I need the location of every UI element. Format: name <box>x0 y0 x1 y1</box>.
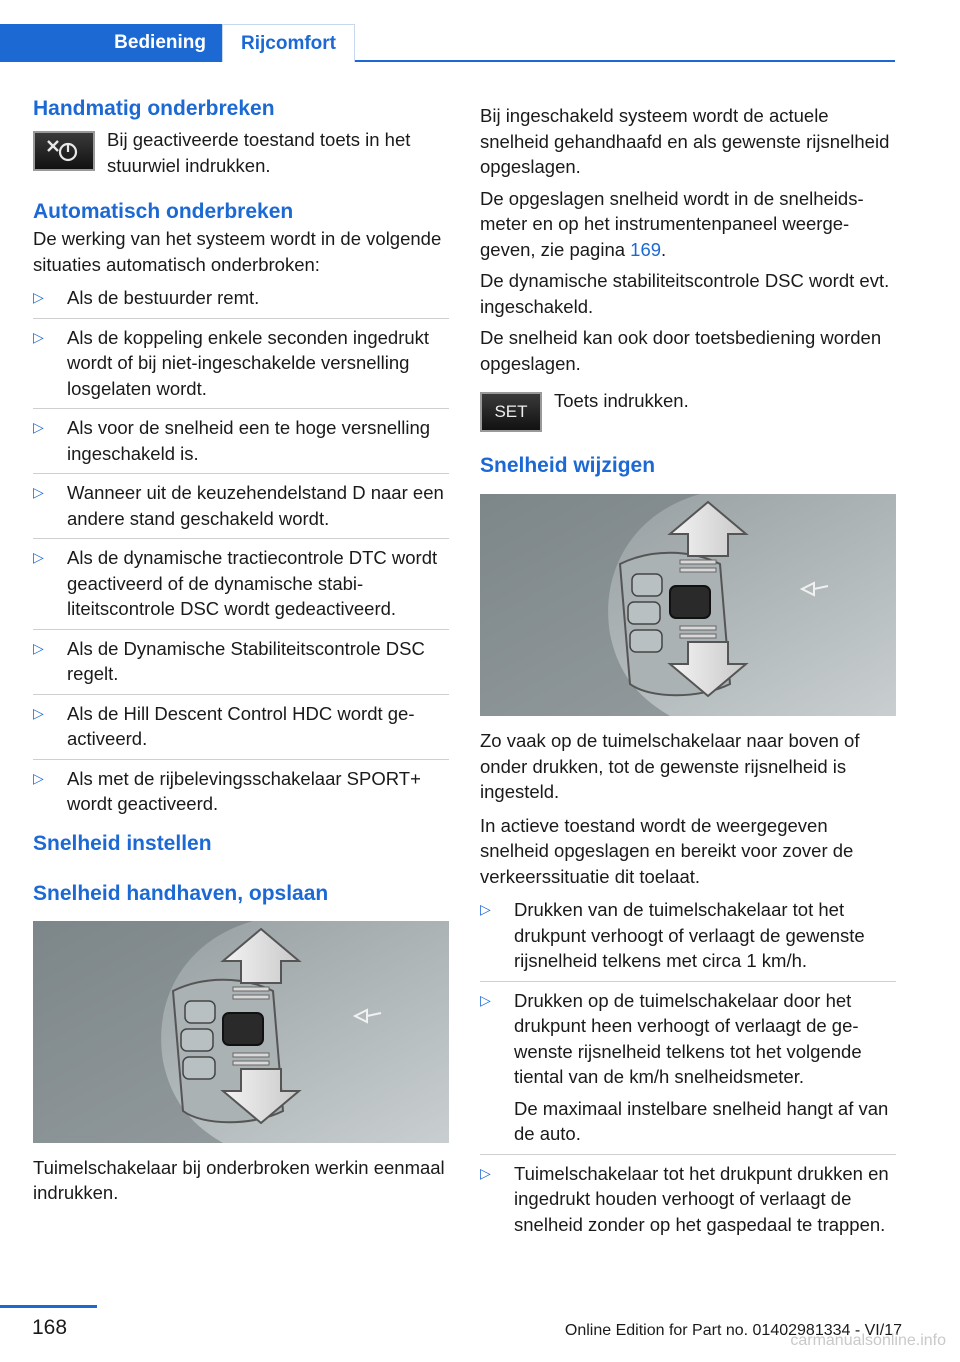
heading-snelheid-handhaven: Snelheid handhaven, opslaan <box>33 881 329 905</box>
heading-handmatig-onderbreken: Handmatig onderbreken <box>33 97 275 120</box>
auto-interrupt-list <box>33 285 449 824</box>
list-item: ▷ Als de koppeling enkele seconden ingedrukt wordt of bij niet-ingeschakelde versnelling losgelaten wordt. <box>33 325 449 410</box>
triangle-right-icon: ▷ <box>33 289 44 305</box>
list-item: ▷ Tuimelschakelaar tot het drukpunt drukken en ingedrukt houden verhoogt of verlaagt de snelheid zonder op het gaspedaal te trappen. <box>480 1162 889 1235</box>
triangle-right-icon: ▷ <box>480 901 491 917</box>
list-item: ▷ Drukken van de tuimelschakelaar tot het drukpunt verhoogt of verlaagt de gewenste rijsnelheid telkens met circa 1 km/h. <box>480 897 896 982</box>
right-paragraph-2: De opgeslagen snelheid wordt in de snelheidsmeter en op het instrumentenpaneel weergegeven, zie pagina 169. <box>480 187 864 260</box>
header-tabbar <box>0 24 895 62</box>
list-item: ▷ Als de bestuurder remt. <box>33 285 449 319</box>
watermark: carmanualsonline.info <box>790 1332 946 1349</box>
triangle-right-icon: ▷ <box>33 328 44 345</box>
triangle-right-icon: ▷ <box>33 549 44 565</box>
list-item: ▷ Als voor de snelheid een te hoge versnelling ingeschakeld is. <box>33 415 449 474</box>
photo-caption-left: Tuimelschakelaar bij onderbroken werkin eenmaal indrukken. <box>33 1156 445 1203</box>
tab-bediening[interactable]: Bediening <box>0 24 222 62</box>
triangle-right-icon: ▷ <box>480 1164 491 1181</box>
heading-snelheid-instellen: Snelheid instellen <box>33 831 212 855</box>
right-column <box>480 95 896 1250</box>
triangle-right-icon: ▷ <box>33 419 44 435</box>
set-instruction <box>480 388 896 432</box>
list-item: ▷ Drukken op de tuimelschakelaar door het drukpunt heen verhoogt of verlaagt de gewenste rijsnelheid telkens tot het volgende tiental van de km/h snelheidsmeter. De maximaal instelbare snelheid hangt af van de auto. <box>480 988 896 1155</box>
set-instruction-text: Toets indrukken. <box>554 390 689 411</box>
tab-rijcomfort[interactable]: Rijcomfort <box>222 24 355 62</box>
right-paragraph-1: Bij ingeschakeld systeem wordt de actuele snelheid gehandhaafd en als gewenste rijsnelheid opgeslagen. <box>480 105 890 177</box>
left-column <box>33 95 449 1206</box>
right-paragraph-3: De dynamische stabiliteitscontrole DSC wordt evt. ingeschakeld. <box>480 270 890 317</box>
right-paragraph-6: In actieve toestand wordt de weergegeven snelheid opgeslagen en bereikt voor zover de verkeerssituatie dit toelaat. <box>480 814 854 887</box>
steering-wheel-photo <box>33 921 449 1143</box>
list-item: ▷ Als de dynamische tractiecontrole DTC wordt geactiveerd of de dynamische stabiliteitscontrole DSC wordt gedeactiveerd. <box>33 545 449 630</box>
steering-interrupt-icon <box>33 131 95 171</box>
page-number: 168 <box>32 1316 68 1339</box>
list-item: ▷ Als de Dynamische Stabiliteitscontrole DSC regelt. <box>33 636 449 695</box>
set-button-icon: SET <box>480 392 542 432</box>
triangle-right-icon: ▷ <box>33 769 44 786</box>
manual-interrupt-text: Bij geactiveerde toestand toets in het stuurwiel indrukken. <box>107 129 411 176</box>
right-paragraph-5: Zo vaak op de tuimelschakelaar naar boven of onder drukken, tot de gewenste rijsnelheid is ingesteld. <box>480 730 860 802</box>
heading-automatisch-onderbreken: Automatisch onderbreken <box>33 200 294 223</box>
speed-change-list <box>480 897 896 1244</box>
triangle-right-icon: ▷ <box>33 639 44 656</box>
heading-snelheid-wijzigen: Snelheid wijzigen <box>480 454 656 477</box>
list-item-subtext: De maximaal instelbare snelheid hangt af van de auto. <box>514 1097 889 1144</box>
interrupt-instruction <box>33 127 449 178</box>
steering-wheel-photo-right <box>480 494 896 716</box>
footer-accent-line <box>0 1305 97 1308</box>
list-item: ▷ Wanneer uit de keuzehendelstand D naar een andere stand geschakeld wordt. <box>33 480 449 539</box>
triangle-right-icon: ▷ <box>480 991 491 1008</box>
triangle-right-icon: ▷ <box>33 484 44 500</box>
footer-edition: Online Edition for Part no. 01402981334 - VI/17 <box>564 1322 902 1339</box>
auto-intro-text: De werking van het systeem wordt in de volgende situaties automatisch onderbroken: <box>33 228 442 275</box>
right-paragraph-4: De snelheid kan ook door toetsbediening worden opgeslagen. <box>480 327 882 374</box>
page-link-169[interactable]: 169 <box>630 238 662 260</box>
list-item: ▷ Als de Hill Descent Control HDC wordt geactiveerd. <box>33 701 449 760</box>
list-item: ▷ Als met de rijbelevingsschakelaar SPORT+ wordt geactiveerd. <box>33 767 421 814</box>
triangle-right-icon: ▷ <box>33 704 44 721</box>
